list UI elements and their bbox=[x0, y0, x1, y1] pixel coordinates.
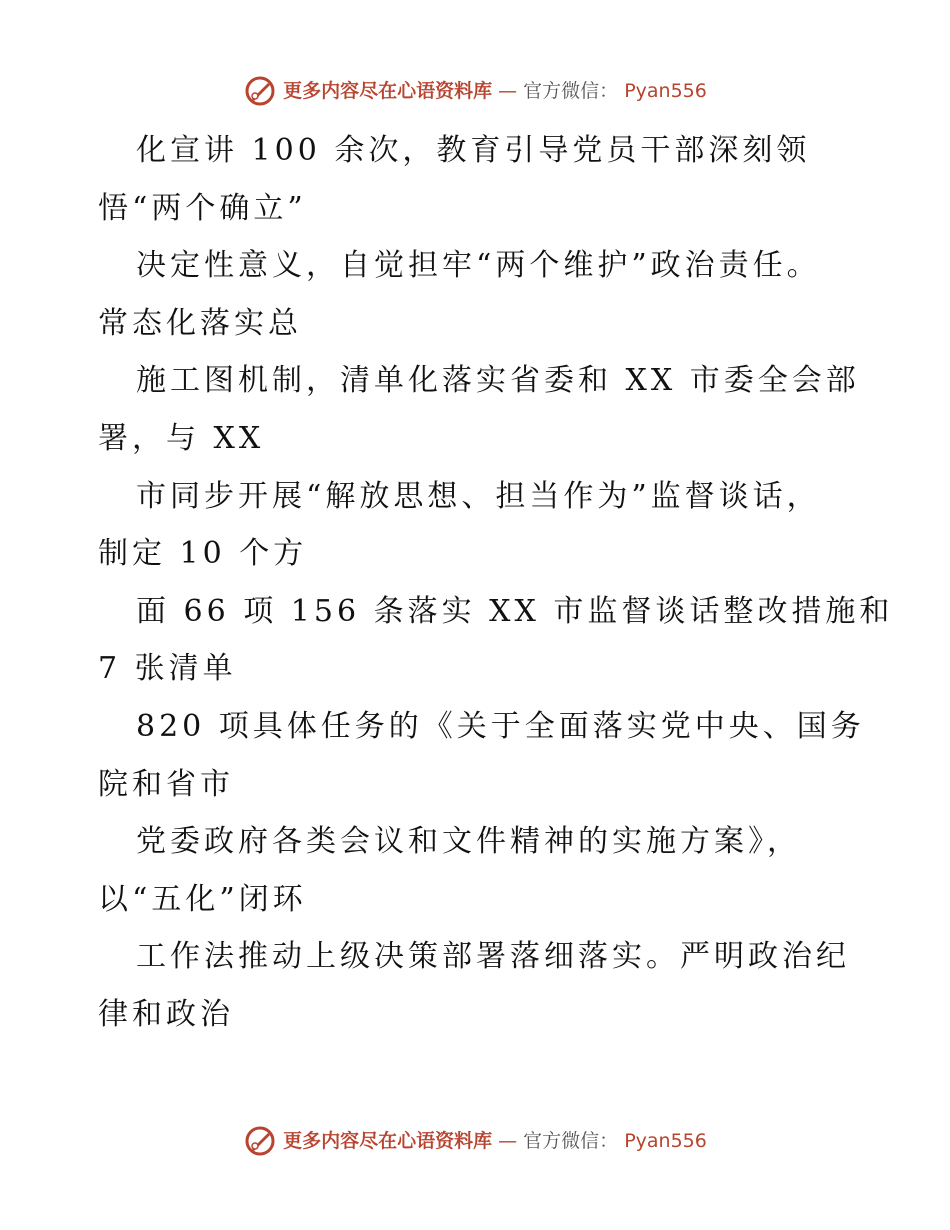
text-line: 820 项具体任务的《关于全面落实党中央、国务 bbox=[136, 708, 865, 744]
document-body bbox=[0, 122, 950, 1044]
watermark-text: 更多内容尽在心语资料库 bbox=[283, 1130, 493, 1152]
watermark-dash: — bbox=[498, 1130, 518, 1152]
text-line: 党委政府各类会议和文件精神的实施方案》， bbox=[136, 824, 801, 860]
text-line: 律和政治 bbox=[98, 996, 234, 1032]
header-watermark bbox=[0, 74, 950, 108]
text-line: 决定性意义，自觉担牢“两个维护”政治责任。 bbox=[136, 248, 821, 284]
watermark-label: 官方微信： bbox=[523, 1130, 619, 1152]
watermark-id: Pyan556 bbox=[624, 80, 707, 102]
watermark-id: Pyan556 bbox=[624, 1130, 707, 1152]
text-line: 工作法推动上级决策部署落细落实。严明政治纪 bbox=[136, 939, 850, 975]
watermark-dash: — bbox=[498, 80, 518, 102]
text-line: 施工图机制，清单化落实省委和 XX 市委全会部 bbox=[136, 363, 860, 399]
quill-logo-icon bbox=[243, 74, 277, 108]
text-line: 化宣讲 100 余次，教育引导党员干部深刻领 bbox=[136, 133, 811, 168]
quill-logo-icon bbox=[243, 1124, 277, 1158]
watermark-text: 更多内容尽在心语资料库 bbox=[283, 80, 493, 102]
text-line: 常态化落实总 bbox=[98, 305, 302, 341]
text-line: 面 66 项 156 条落实 XX 市监督谈话整改措施和 bbox=[136, 593, 894, 629]
text-line: 署，与 XX bbox=[98, 420, 265, 456]
text-line: 院和省市 bbox=[98, 766, 234, 802]
text-line: 悟“两个确立” bbox=[98, 190, 307, 226]
text-line: 制定 10 个方 bbox=[98, 536, 308, 572]
text-line: 市同步开展“解放思想、担当作为”监督谈话， bbox=[136, 478, 821, 514]
text-line: 7 张清单 bbox=[98, 651, 237, 687]
watermark-label: 官方微信： bbox=[523, 80, 619, 102]
text-line: 以“五化”闭环 bbox=[98, 881, 307, 917]
footer-watermark bbox=[0, 1124, 950, 1158]
